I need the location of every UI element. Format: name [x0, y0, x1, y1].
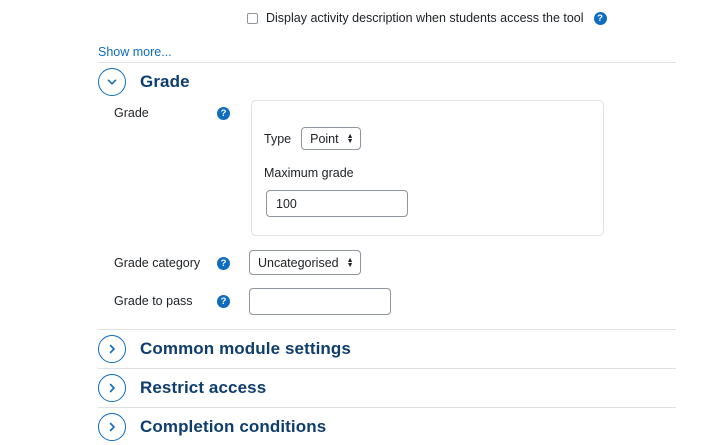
- help-icon[interactable]: ?: [594, 12, 607, 25]
- grade-type-label: Type: [264, 131, 292, 146]
- grade-type-select[interactable]: [301, 127, 360, 150]
- chevron-updown-icon: ▲ ▼: [346, 256, 354, 269]
- help-icon[interactable]: ?: [217, 105, 230, 120]
- grade-category-value: Uncategorised: [258, 255, 339, 270]
- section-title-completion-conditions: Completion conditions: [140, 416, 327, 436]
- show-more-link[interactable]: Show more...: [98, 45, 172, 59]
- chevron-down-icon[interactable]: [98, 68, 126, 96]
- chevron-right-icon[interactable]: [98, 374, 126, 402]
- grade-to-pass-input[interactable]: [249, 288, 391, 315]
- grade-to-pass-label: Grade to pass: [114, 294, 193, 308]
- section-title-common-module-settings: Common module settings: [140, 338, 351, 358]
- maximum-grade-label: Maximum grade: [264, 166, 354, 180]
- display-activity-description-checkbox[interactable]: [247, 13, 258, 24]
- help-icon[interactable]: ?: [217, 293, 230, 308]
- section-title-grade: Grade: [140, 71, 190, 91]
- chevron-right-icon[interactable]: [98, 413, 126, 441]
- chevron-right-icon[interactable]: [98, 335, 126, 363]
- display-activity-description-row: [247, 11, 607, 25]
- grade-category-select[interactable]: [249, 250, 361, 275]
- chevron-updown-icon: ▲ ▼: [346, 132, 354, 145]
- grade-type-row: [264, 127, 361, 150]
- section-header-common-module-settings[interactable]: [98, 329, 676, 367]
- grade-category-label: Grade category: [114, 256, 201, 270]
- grade-type-value: Point: [310, 131, 339, 146]
- section-header-restrict-access[interactable]: [98, 368, 676, 406]
- maximum-grade-input[interactable]: [266, 190, 408, 217]
- section-title-restrict-access: Restrict access: [140, 377, 267, 397]
- section-header-completion-conditions[interactable]: [98, 407, 676, 445]
- help-icon[interactable]: ?: [217, 255, 230, 270]
- section-header-grade[interactable]: [98, 62, 676, 100]
- grade-label: Grade: [114, 106, 149, 120]
- display-activity-description-label: Display activity description when students access the tool: [266, 11, 584, 25]
